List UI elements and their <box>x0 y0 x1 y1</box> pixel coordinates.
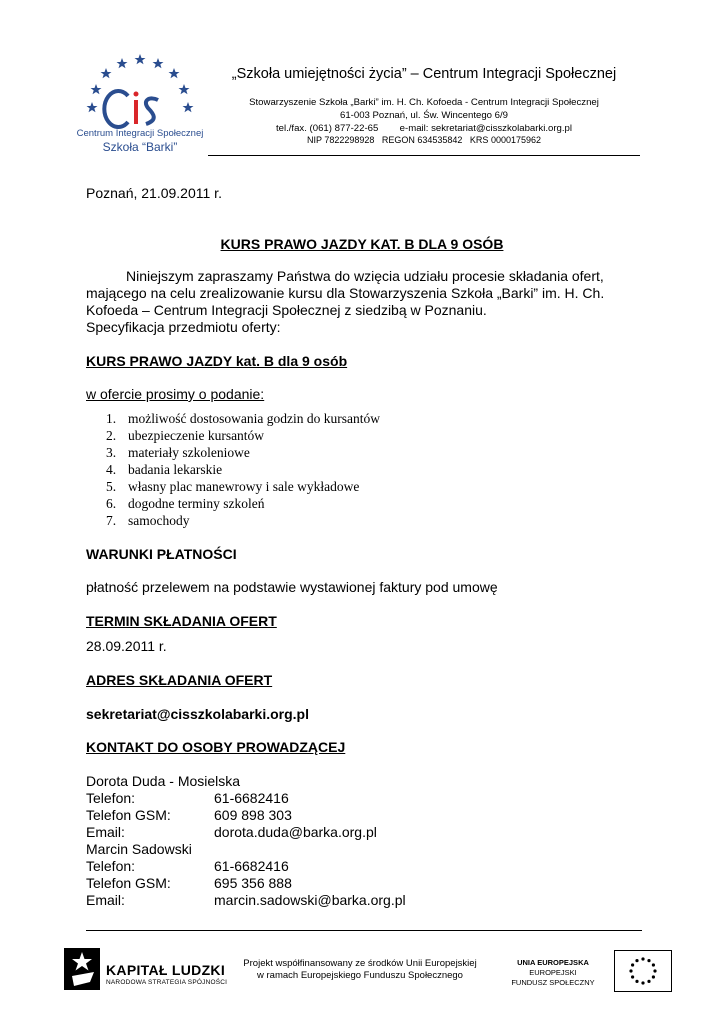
eu-title: UNIA EUROPEJSKA <box>517 958 589 967</box>
star-arc-icon <box>87 54 194 112</box>
header-divider <box>208 155 640 156</box>
project-funding-note <box>230 958 490 982</box>
contact-heading: KONTAKT DO OSOBY PROWADZĄCEJ <box>86 739 346 755</box>
email-label: Email: <box>86 824 125 840</box>
gsm-label: Telefon GSM: <box>86 807 171 823</box>
header-contact: tel./fax. (061) 877-22-65 e-mail: sekretariat@cisszkolabarki.org.pl <box>275 123 573 134</box>
list-text: możliwość dostosowania godzin do kursantów <box>128 411 380 426</box>
phone-value: 61-6682416 <box>214 858 289 874</box>
eu-line-1: EUROPEJSKI <box>529 968 577 977</box>
subject-heading: KURS PRAWO JAZDY kat. B dla 9 osób <box>86 353 348 369</box>
list-number: 1. <box>106 411 117 426</box>
kapital-ludzki-subtitle: NARODOWA STRATEGIA SPÓJNOŚCI <box>106 979 228 986</box>
kapital-ludzki-logo-icon <box>64 948 100 990</box>
gsm-value: 695 356 888 <box>214 875 292 891</box>
header-registration: NIP 7822298928 REGON 634535842 KRS 0000175962 <box>306 135 541 145</box>
list-text: badania lekarskie <box>128 462 223 477</box>
logo-caption-center: Centrum Integracji Społecznej <box>76 128 204 139</box>
project-line-1: Projekt współfinansowany ze środków Unii Europejskiej <box>243 958 477 969</box>
list-number: 2. <box>106 428 117 443</box>
header-address: 61-003 Poznań, ul. Św. Wincentego 6/9 <box>340 110 508 121</box>
payment-heading: WARUNKI PŁATNOŚCI <box>86 546 237 562</box>
list-intro: w ofercie prosimy o podanie: <box>86 386 265 402</box>
list-text: samochody <box>128 513 190 528</box>
kapital-ludzki-title: KAPITAŁ LUDZKI <box>106 962 226 978</box>
project-line-2: w ramach Europejskiego Funduszu Społecznego <box>257 970 463 981</box>
phone-value: 61-6682416 <box>214 790 289 806</box>
header-title: „Szkoła umiejętności życia” – Centrum Integracji Społecznej <box>231 66 617 82</box>
footer-divider <box>86 930 642 931</box>
intro-line-1: Niniejszym zapraszamy Państwa do wzięcia udziału procesie składania ofert, <box>126 268 604 284</box>
intro-paragraph <box>86 268 638 336</box>
list-number: 6. <box>106 496 117 511</box>
gsm-value: 609 898 303 <box>214 807 292 823</box>
intro-line-3: Kofoeda – Centrum Integracji Społecznej z siedzibą w Poznaniu. <box>86 302 487 318</box>
deadline-heading: TERMIN SKŁADANIA OFERT <box>86 613 277 629</box>
list-number: 3. <box>106 445 117 460</box>
intro-line-4: Specyfikacja przedmiotu oferty: <box>86 319 281 335</box>
list-number: 4. <box>106 462 117 477</box>
document-heading: KURS PRAWO JAZDY KAT. B DLA 9 OSÓB <box>220 236 504 252</box>
address-email[interactable]: sekretariat@cisszkolabarki.org.pl <box>86 706 309 722</box>
list-text: własny plac manewrowy i sale wykładowe <box>128 479 360 494</box>
email-value[interactable]: marcin.sadowski@barka.org.pl <box>214 892 406 908</box>
eu-flag-icon <box>614 950 672 992</box>
list-number: 7. <box>106 513 117 528</box>
phone-label: Telefon: <box>86 790 136 806</box>
list-number: 5. <box>106 479 117 494</box>
deadline-date: 28.09.2011 r. <box>86 638 167 654</box>
intro-line-2: mającego na celu zrealizowanie kursu dla Stowarzyszenia Szkoła „Barki” im. H. Ch. <box>86 285 605 301</box>
eu-line-2: FUNDUSZ SPOŁECZNY <box>511 978 595 987</box>
place-date: Poznań, 21.09.2011 r. <box>86 185 222 201</box>
cis-letters <box>104 91 158 127</box>
header-organization: Stowarzyszenie Szkoła „Barki” im. H. Ch. Kofoeda - Centrum Integracji Społecznej <box>249 97 599 108</box>
address-heading: ADRES SKŁADANIA OFERT <box>86 672 273 688</box>
list-item <box>106 479 359 495</box>
email-value[interactable]: dorota.duda@barka.org.pl <box>214 824 377 840</box>
list-item <box>106 462 222 478</box>
contact-name: Marcin Sadowski <box>86 841 192 857</box>
list-text: ubezpieczenie kursantów <box>128 428 265 443</box>
payment-text: płatność przelewem na podstawie wystawionej faktury pod umowę <box>86 579 498 595</box>
list-text: dogodne terminy szkoleń <box>128 496 265 511</box>
list-item <box>106 445 250 461</box>
email-label: Email: <box>86 892 125 908</box>
gsm-label: Telefon GSM: <box>86 875 171 891</box>
contact-name: Dorota Duda - Mosielska <box>86 773 241 789</box>
phone-label: Telefon: <box>86 858 136 874</box>
list-item <box>106 513 190 529</box>
list-item <box>106 411 380 427</box>
eu-fund-name <box>498 968 608 988</box>
logo-caption-school: Szkoła “Barki” <box>102 140 178 154</box>
list-item <box>106 428 264 444</box>
list-item <box>106 496 264 512</box>
list-text: materiały szkoleniowe <box>128 445 250 460</box>
